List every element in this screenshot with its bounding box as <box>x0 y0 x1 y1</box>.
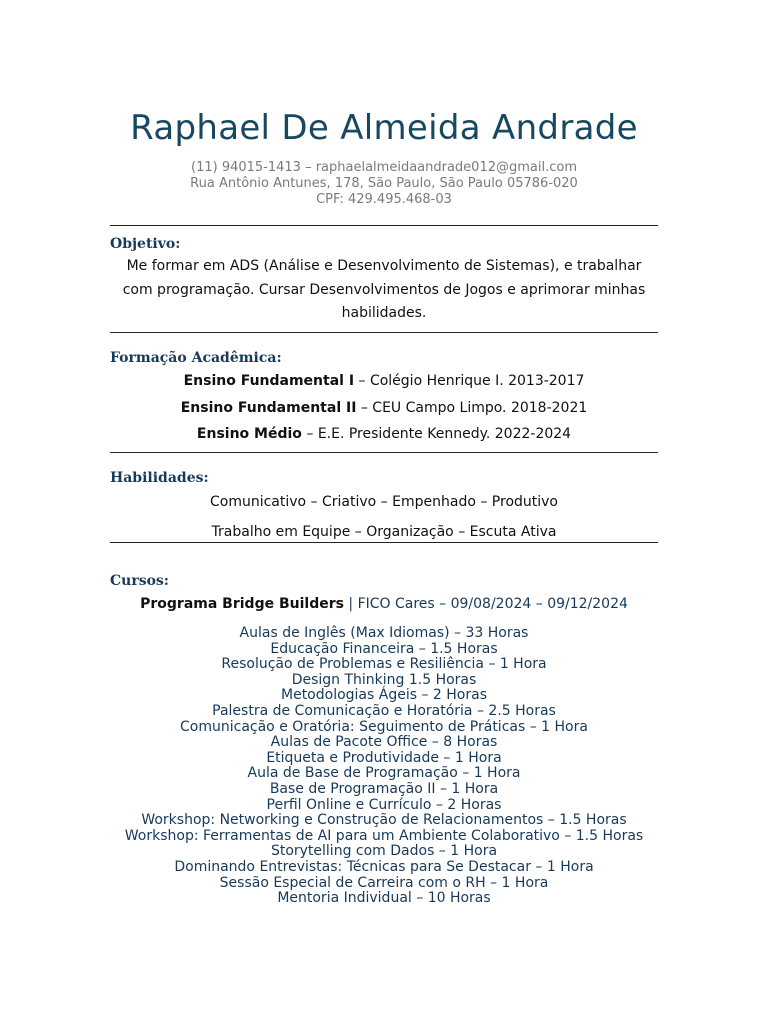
divider <box>110 452 658 453</box>
course-item: Dominando Entrevistas: Técnicas para Se Destacar – 1 Hora <box>174 858 594 875</box>
course-program <box>0 595 768 613</box>
courses-title: Cursos: <box>110 573 169 589</box>
course-program-name: Programa Bridge Builders <box>140 596 344 612</box>
contact-phone-email: (11) 94015-1413 – raphaelalmeidaandrade012@gmail.com <box>191 160 577 175</box>
education-level: Ensino Fundamental I <box>183 373 355 389</box>
objective-text: Me formar em ADS (Análise e Desenvolvimento de Sistemas), e trabalhar com programação. Cursar Desenvolvimentos de Jogos e aprimorar minhas habilidades. <box>122 258 646 321</box>
objective-title: Objetivo: <box>110 236 181 252</box>
course-item: Palestra de Comunicação e Horatória – 2.5 Horas <box>212 702 556 719</box>
course-item: Design Thinking 1.5 Horas <box>291 671 477 688</box>
contact-cpf: CPF: 429.495.468-03 <box>316 192 452 207</box>
skills-title: Habilidades: <box>110 470 209 486</box>
education-item <box>0 372 768 390</box>
course-item: Workshop: Networking e Construção de Relacionamentos – 1.5 Horas <box>141 812 627 829</box>
education-detail: – CEU Campo Limpo. 2018-2021 <box>356 400 588 416</box>
education-level: Ensino Fundamental II <box>180 400 357 416</box>
education-title: Formação Acadêmica: <box>110 350 282 366</box>
course-item: Workshop: Ferramentas de AI para um Ambiente Colaborativo – 1.5 Horas <box>124 827 644 844</box>
course-item: Aula de Base de Programação – 1 Hora <box>247 765 521 782</box>
course-item: Aulas de Pacote Office – 8 Horas <box>270 734 498 751</box>
course-item: Resolução de Problemas e Resiliência – 1 Hora <box>221 656 547 673</box>
course-item: Etiqueta e Produtividade – 1 Hora <box>266 749 502 766</box>
resume-name: Raphael De Almeida Andrade <box>130 108 638 148</box>
course-item: Perfil Online e Currículo – 2 Horas <box>266 796 502 813</box>
divider <box>110 542 658 543</box>
course-program-detail: | FICO Cares – 09/08/2024 – 09/12/2024 <box>343 596 628 612</box>
education-level: Ensino Médio <box>196 426 302 442</box>
education-item <box>0 399 768 417</box>
course-item: Mentoria Individual – 10 Horas <box>277 890 491 907</box>
skills-line: Comunicativo – Criativo – Empenhado – Produtivo <box>209 494 558 510</box>
contact-address: Rua Antônio Antunes, 178, São Paulo, São Paulo 05786-020 <box>190 176 578 191</box>
education-item <box>0 425 768 443</box>
course-item: Educação Financeira – 1.5 Horas <box>270 640 498 657</box>
course-item: Base de Programação II – 1 Hora <box>269 780 499 797</box>
education-detail: – E.E. Presidente Kennedy. 2022-2024 <box>301 426 572 442</box>
divider <box>110 225 658 226</box>
course-item: Storytelling com Dados – 1 Hora <box>270 843 498 860</box>
course-item: Comunicação e Oratória: Seguimento de Práticas – 1 Hora <box>180 718 588 735</box>
course-list <box>0 626 768 907</box>
education-detail: – Colégio Henrique I. 2013-2017 <box>354 373 585 389</box>
divider <box>110 332 658 333</box>
course-item: Sessão Especial de Carreira com o RH – 1 Hora <box>219 874 549 891</box>
skills-line: Trabalho em Equipe – Organização – Escuta Ativa <box>211 524 557 540</box>
course-item: Metodologias Ágeis – 2 Horas <box>281 687 487 704</box>
course-item: Aulas de Inglês (Max Idiomas) – 33 Horas <box>239 625 529 641</box>
